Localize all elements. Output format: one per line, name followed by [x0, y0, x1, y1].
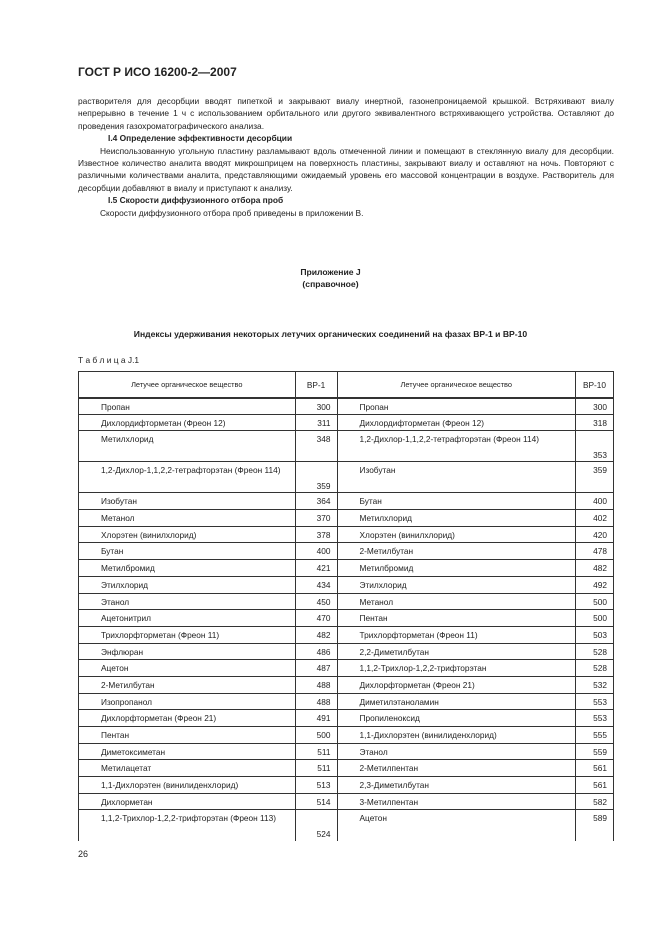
substance-name: Метилхлорид — [337, 510, 575, 527]
table-row — [79, 710, 614, 727]
paragraph: растворителя для десорбции вводят пипеткой и закрывают виалу инертной, газонепроницаемой крышкой. Встряхивают виалу непрерывно в течение 1 ч с использованием орбитального или другого эквивалентного встряхивающего устройства. Оставляют до проведения газохроматографического анализа. — [78, 96, 614, 131]
substance-name: 3-Метилпентан — [337, 793, 575, 810]
substance-name: Трихлорфторметан (Фреон 11) — [79, 626, 296, 643]
page-number: 26 — [78, 849, 89, 859]
retention-index: 491 — [295, 710, 337, 727]
table-row — [79, 543, 614, 560]
retention-index: 400 — [576, 493, 614, 510]
substance-name: Дихлорфторметан (Фреон 21) — [337, 676, 575, 693]
table-row — [79, 743, 614, 760]
column-header: Летучее органическое вещество — [337, 372, 575, 398]
retention-index: 589 — [576, 810, 614, 841]
substance-name: Хлорэтен (винилхлорид) — [79, 526, 296, 543]
table-row — [79, 777, 614, 794]
retention-index: 470 — [295, 610, 337, 627]
substance-name: Пентан — [79, 727, 296, 744]
substance-name: Дихлордифторметан (Фреон 12) — [337, 414, 575, 431]
substance-name: Этанол — [337, 743, 575, 760]
substance-name: Бутан — [337, 493, 575, 510]
substance-name: Энфлюран — [79, 643, 296, 660]
retention-index: 482 — [295, 626, 337, 643]
retention-index: 311 — [295, 414, 337, 431]
retention-index: 488 — [295, 693, 337, 710]
substance-name: Дихлорфторметан (Фреон 21) — [79, 710, 296, 727]
substance-name: Диметилэтаноламин — [337, 693, 575, 710]
substance-name: Метанол — [337, 593, 575, 610]
table-row — [79, 560, 614, 577]
retention-index: 421 — [295, 560, 337, 577]
table-row — [79, 462, 614, 493]
retention-index: 524 — [295, 810, 337, 841]
retention-index: 513 — [295, 777, 337, 794]
table-row — [79, 760, 614, 777]
retention-index: 514 — [295, 793, 337, 810]
retention-index: 561 — [576, 777, 614, 794]
table-row — [79, 626, 614, 643]
retention-index: 370 — [295, 510, 337, 527]
retention-index: 359 — [295, 462, 337, 493]
retention-index: 434 — [295, 576, 337, 593]
table-row — [79, 643, 614, 660]
table-row — [79, 414, 614, 431]
table-row — [79, 576, 614, 593]
substance-name: 1,2-Дихлор-1,1,2,2-тетрафторэтан (Фреон 114) — [79, 462, 296, 493]
table-row — [79, 676, 614, 693]
retention-index: 486 — [295, 643, 337, 660]
substance-name: Диметоксиметан — [79, 743, 296, 760]
substance-name: Изопропанол — [79, 693, 296, 710]
table-row — [79, 810, 614, 841]
retention-index: 364 — [295, 493, 337, 510]
retention-index: 318 — [576, 414, 614, 431]
substance-name: Этилхлорид — [337, 576, 575, 593]
substance-name: Дихлордифторметан (Фреон 12) — [79, 414, 296, 431]
table-label: Т а б л и ц а J.1 — [78, 355, 140, 365]
retention-index: 528 — [576, 643, 614, 660]
substance-name: Ацетон — [337, 810, 575, 841]
column-header: ВР-1 — [295, 372, 337, 398]
substance-name: 1,1,2-Трихлор-1,2,2-трифторэтан (Фреон 113) — [79, 810, 296, 841]
retention-index: 300 — [576, 398, 614, 415]
substance-name: 1,1-Дихлорэтен (винилиденхлорид) — [337, 727, 575, 744]
substance-name: Метилбромид — [79, 560, 296, 577]
table-row — [79, 510, 614, 527]
retention-index: 492 — [576, 576, 614, 593]
substance-name: Хлорэтен (винилхлорид) — [337, 526, 575, 543]
substance-name: Ацетонитрил — [79, 610, 296, 627]
retention-index: 500 — [295, 727, 337, 744]
substance-name: 1,1-Дихлорэтен (винилиденхлорид) — [79, 777, 296, 794]
body-text — [78, 95, 614, 219]
table-row — [79, 660, 614, 677]
retention-index: 487 — [295, 660, 337, 677]
substance-name: 2,2-Диметилбутан — [337, 643, 575, 660]
retention-index: 532 — [576, 676, 614, 693]
retention-index: 561 — [576, 760, 614, 777]
retention-index: 511 — [295, 743, 337, 760]
column-header: Летучее органическое вещество — [79, 372, 296, 398]
table-row — [79, 398, 614, 415]
table-row — [79, 493, 614, 510]
substance-name: Метилбромид — [337, 560, 575, 577]
document-header: ГОСТ Р ИСО 16200-2—2007 — [78, 65, 237, 79]
retention-index: 582 — [576, 793, 614, 810]
retention-index-table — [78, 371, 614, 841]
section-heading: I.4 Определение эффективности десорбции — [108, 133, 293, 144]
retention-index: 488 — [295, 676, 337, 693]
retention-index: 559 — [576, 743, 614, 760]
retention-index: 378 — [295, 526, 337, 543]
substance-name: Трихлорфторметан (Фреон 11) — [337, 626, 575, 643]
retention-index: 482 — [576, 560, 614, 577]
appendix-title: Приложение J — [300, 267, 361, 277]
section-heading: I.5 Скорости диффузионного отбора проб — [108, 195, 284, 206]
retention-index: 420 — [576, 526, 614, 543]
substance-name: 2,3-Диметилбутан — [337, 777, 575, 794]
retention-index: 402 — [576, 510, 614, 527]
substance-name: Ацетон — [79, 660, 296, 677]
paragraph: Неиспользованную угольную пластину разламывают вдоль отмеченной линии и помещают в стеклянную виалу для десорбции. Известное количество аналита вводят микрошприцем на поверхность пластины, закрывают виалу и оставляют на ночь. Повторяют с различными количествами аналита, представляющими ожидаемый уровень его массовой концентрации в воздухе. Растворитель для десорбции добавляют в виалу и приступают к анализу. — [78, 145, 614, 193]
substance-name: Этанол — [79, 593, 296, 610]
substance-name: 2-Метилбутан — [79, 676, 296, 693]
retention-index: 348 — [295, 431, 337, 462]
retention-index: 500 — [576, 610, 614, 627]
substance-name: Пропиленоксид — [337, 710, 575, 727]
retention-index: 478 — [576, 543, 614, 560]
substance-name: Пропан — [79, 398, 296, 415]
table-row — [79, 593, 614, 610]
substance-name: Метанол — [79, 510, 296, 527]
substance-name: Метилацетат — [79, 760, 296, 777]
table-row — [79, 431, 614, 462]
substance-name: Пентан — [337, 610, 575, 627]
retention-index: 500 — [576, 593, 614, 610]
retention-index: 359 — [576, 462, 614, 493]
substance-name: Этилхлорид — [79, 576, 296, 593]
substance-name: 2-Метилбутан — [337, 543, 575, 560]
substance-name: 2-Метилпентан — [337, 760, 575, 777]
table-row — [79, 693, 614, 710]
retention-index: 511 — [295, 760, 337, 777]
substance-name: Пропан — [337, 398, 575, 415]
table-row — [79, 610, 614, 627]
substance-name: Дихлорметан — [79, 793, 296, 810]
retention-index: 553 — [576, 693, 614, 710]
retention-index: 450 — [295, 593, 337, 610]
retention-index: 555 — [576, 727, 614, 744]
table-row — [79, 727, 614, 744]
substance-name: 1,2-Дихлор-1,1,2,2-тетрафторэтан (Фреон 114) — [337, 431, 575, 462]
substance-name: Метилхлорид — [79, 431, 296, 462]
substance-name: 1,1,2-Трихлор-1,2,2-трифторэтан — [337, 660, 575, 677]
table-row — [79, 526, 614, 543]
substance-name: Бутан — [79, 543, 296, 560]
retention-index: 400 — [295, 543, 337, 560]
substance-name: Изобутан — [337, 462, 575, 493]
retention-index: 503 — [576, 626, 614, 643]
column-header: ВР-10 — [576, 372, 614, 398]
retention-index: 553 — [576, 710, 614, 727]
appendix-subtitle: (справочное) — [302, 279, 359, 289]
retention-index: 353 — [576, 431, 614, 462]
substance-name: Изобутан — [79, 493, 296, 510]
table-row — [79, 793, 614, 810]
retention-index: 528 — [576, 660, 614, 677]
retention-index: 300 — [295, 398, 337, 415]
table-title: Индексы удерживания некоторых летучих органических соединений на фазах ВР-1 и ВР-10 — [133, 329, 528, 339]
paragraph: Скорости диффузионного отбора проб приведены в приложении В. — [100, 207, 364, 218]
